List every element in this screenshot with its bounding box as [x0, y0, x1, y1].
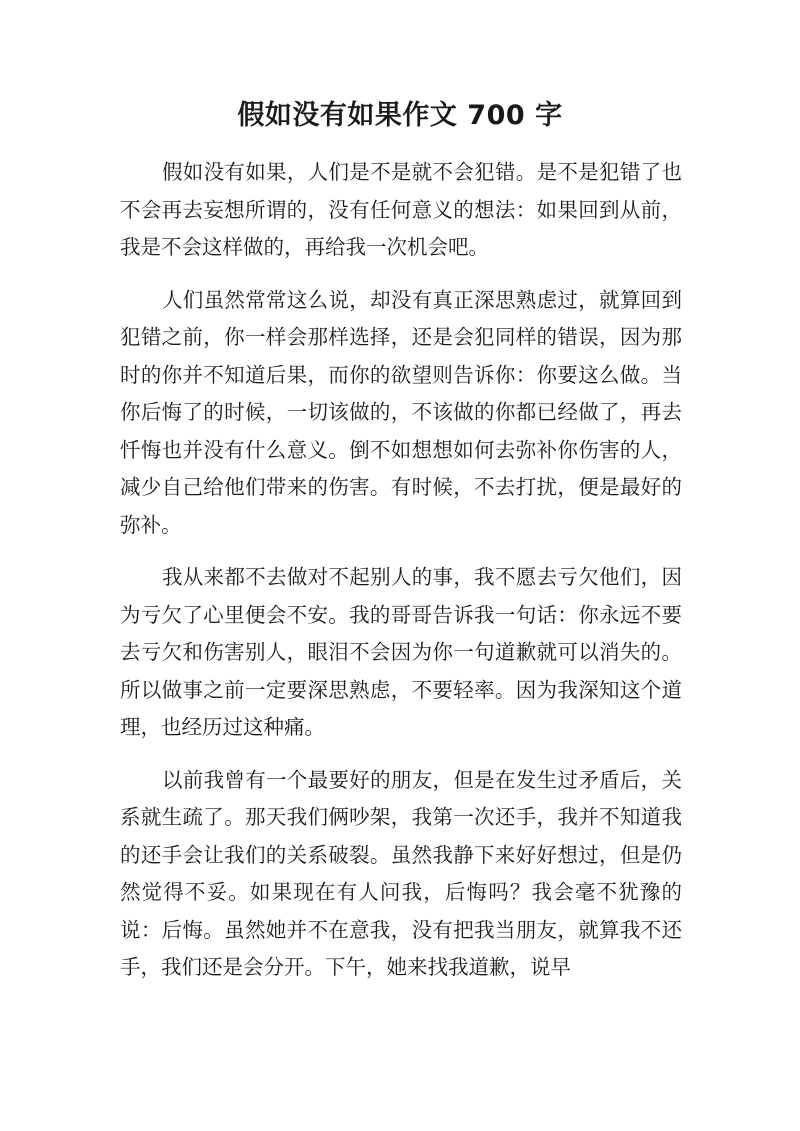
paragraph-4: 以前我曾有一个最要好的朋友，但是在发生过矛盾后，关系就生疏了。那天我们俩吵架，我第一次还手，我并不知道我的还手会让我们的关系破裂。虽然我静下来好好想过，但是仍然觉得不妥。如果现在有人问我，后悔吗？我会毫不犹豫的说：后悔。虽然她并不在意我，没有把我当朋友，就算我不还手，我们还是会分开。下午，她来找我道歉，说早	[120, 767, 682, 979]
document-body	[120, 154, 682, 1002]
paragraph-3: 我从来都不去做对不起别人的事，我不愿去亏欠他们，因为亏欠了心里便会不安。我的哥哥告诉我一句话：你永远不要去亏欠和伤害别人，眼泪不会因为你一句道歉就可以消失的。所以做事之前一定要深思熟虑，不要轻率。因为我深知这个道理，也经历过这种痛。	[120, 565, 682, 739]
document-title: 假如没有如果作文 700 字	[237, 100, 563, 131]
paragraph-1: 假如没有如果，人们是不是就不会犯错。是不是犯错了也不会再去妄想所谓的，没有任何意义的想法：如果回到从前，我是不会这样做的，再给我一次机会吧。	[120, 160, 682, 259]
paragraph-2: 人们虽然常常这么说，却没有真正深思熟虑过，就算回到犯错之前，你一样会那样选择，还是会犯同样的错误，因为那时的你并不知道后果，而你的欲望则告诉你：你要这么做。当你后悔了的时候，一切该做的，不该做的你都已经做了，再去忏悔也并没有什么意义。倒不如想想如何去弥补你伤害的人，减少自己给他们带来的伤害。有时候，不去打扰，便是最好的弥补。	[120, 287, 682, 537]
